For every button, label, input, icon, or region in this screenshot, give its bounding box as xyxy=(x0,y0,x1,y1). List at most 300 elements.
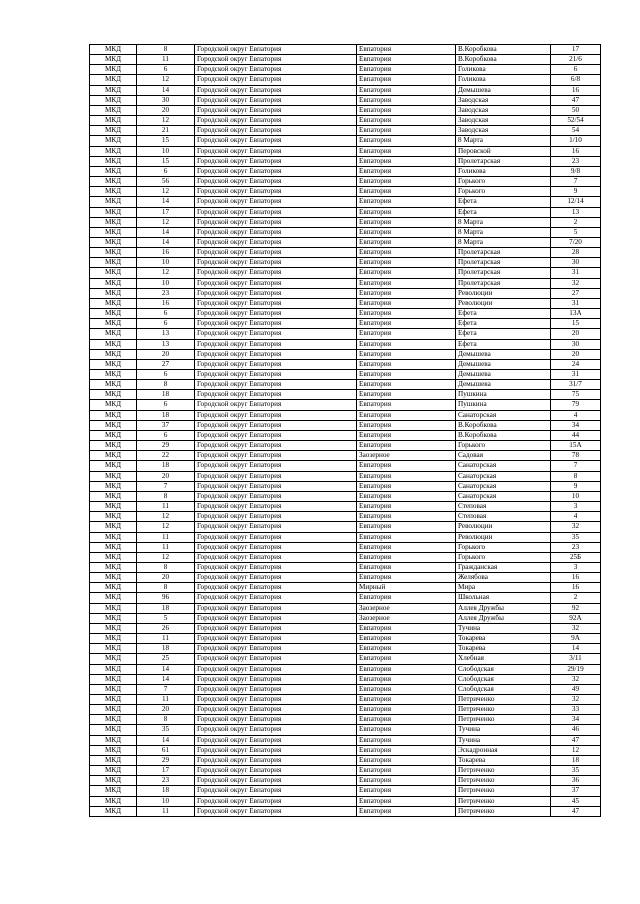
house-cell: 5 xyxy=(551,227,601,237)
number-cell: 11 xyxy=(137,695,195,705)
table-row xyxy=(90,75,601,85)
type-cell: МКД xyxy=(90,603,137,613)
number-cell: 12 xyxy=(137,187,195,197)
street-cell: Петриченко xyxy=(456,766,551,776)
district-cell: Городской округ Евпатория xyxy=(195,410,357,420)
number-cell: 11 xyxy=(137,806,195,816)
type-cell: МКД xyxy=(90,441,137,451)
locality-cell: Евпатория xyxy=(357,278,456,288)
locality-cell: Евпатория xyxy=(357,786,456,796)
district-cell: Городской округ Евпатория xyxy=(195,339,357,349)
locality-cell: Евпатория xyxy=(357,725,456,735)
street-cell: Школьная xyxy=(456,593,551,603)
locality-cell: Евпатория xyxy=(357,156,456,166)
locality-cell: Евпатория xyxy=(357,55,456,65)
house-cell: 6/8 xyxy=(551,75,601,85)
district-cell: Городской округ Евпатория xyxy=(195,532,357,542)
street-cell: Пушкина xyxy=(456,390,551,400)
house-cell: 47 xyxy=(551,95,601,105)
number-cell: 29 xyxy=(137,441,195,451)
street-cell: Гражданская xyxy=(456,562,551,572)
district-cell: Городской округ Евпатория xyxy=(195,166,357,176)
table-row xyxy=(90,380,601,390)
locality-cell: Евпатория xyxy=(357,288,456,298)
locality-cell: Евпатория xyxy=(357,806,456,816)
house-cell: 36 xyxy=(551,776,601,786)
type-cell: МКД xyxy=(90,217,137,227)
house-cell: 45 xyxy=(551,796,601,806)
house-cell: 54 xyxy=(551,126,601,136)
house-cell: 52/54 xyxy=(551,116,601,126)
house-cell: 75 xyxy=(551,390,601,400)
locality-cell: Евпатория xyxy=(357,339,456,349)
house-cell: 32 xyxy=(551,674,601,684)
district-cell: Городской округ Евпатория xyxy=(195,268,357,278)
house-cell: 1/10 xyxy=(551,136,601,146)
locality-cell: Евпатория xyxy=(357,623,456,633)
house-cell: 47 xyxy=(551,735,601,745)
locality-cell: Евпатория xyxy=(357,715,456,725)
district-cell: Городской округ Евпатория xyxy=(195,75,357,85)
street-cell: Революции xyxy=(456,298,551,308)
street-cell: Слободская xyxy=(456,674,551,684)
table-row xyxy=(90,471,601,481)
district-cell: Городской округ Евпатория xyxy=(195,146,357,156)
type-cell: МКД xyxy=(90,532,137,542)
house-cell: 16 xyxy=(551,583,601,593)
number-cell: 12 xyxy=(137,116,195,126)
street-cell: Ефета xyxy=(456,319,551,329)
number-cell: 29 xyxy=(137,755,195,765)
table-row xyxy=(90,461,601,471)
address-table xyxy=(89,44,601,817)
table-row xyxy=(90,309,601,319)
house-cell: 31/7 xyxy=(551,380,601,390)
street-cell: Революции xyxy=(456,532,551,542)
table-row xyxy=(90,197,601,207)
street-cell: Ефета xyxy=(456,329,551,339)
locality-cell: Евпатория xyxy=(357,512,456,522)
district-cell: Городской округ Евпатория xyxy=(195,766,357,776)
number-cell: 23 xyxy=(137,288,195,298)
street-cell: Токарева xyxy=(456,634,551,644)
house-cell: 32 xyxy=(551,522,601,532)
district-cell: Городской округ Евпатория xyxy=(195,55,357,65)
locality-cell: Заозерное xyxy=(357,613,456,623)
locality-cell: Евпатория xyxy=(357,207,456,217)
table-row xyxy=(90,177,601,187)
number-cell: 18 xyxy=(137,644,195,654)
type-cell: МКД xyxy=(90,481,137,491)
street-cell: Пролетарская xyxy=(456,258,551,268)
house-cell: 23 xyxy=(551,542,601,552)
number-cell: 14 xyxy=(137,237,195,247)
district-cell: Городской округ Евпатория xyxy=(195,359,357,369)
type-cell: МКД xyxy=(90,370,137,380)
district-cell: Городской округ Евпатория xyxy=(195,623,357,633)
street-cell: Степовая xyxy=(456,502,551,512)
table-row xyxy=(90,491,601,501)
locality-cell: Евпатория xyxy=(357,217,456,227)
district-cell: Городской округ Евпатория xyxy=(195,319,357,329)
type-cell: МКД xyxy=(90,562,137,572)
street-cell: Голикова xyxy=(456,75,551,85)
locality-cell: Евпатория xyxy=(357,502,456,512)
type-cell: МКД xyxy=(90,136,137,146)
locality-cell: Евпатория xyxy=(357,258,456,268)
house-cell: 9/8 xyxy=(551,166,601,176)
street-cell: Петриченко xyxy=(456,786,551,796)
table-row xyxy=(90,715,601,725)
street-cell: Пушкина xyxy=(456,400,551,410)
type-cell: МКД xyxy=(90,227,137,237)
type-cell: МКД xyxy=(90,400,137,410)
house-cell: 16 xyxy=(551,573,601,583)
locality-cell: Евпатория xyxy=(357,532,456,542)
number-cell: 12 xyxy=(137,522,195,532)
district-cell: Городской округ Евпатория xyxy=(195,745,357,755)
number-cell: 6 xyxy=(137,400,195,410)
number-cell: 10 xyxy=(137,146,195,156)
district-cell: Городской округ Евпатория xyxy=(195,634,357,644)
table-row xyxy=(90,745,601,755)
street-cell: Горького xyxy=(456,441,551,451)
house-cell: 79 xyxy=(551,400,601,410)
number-cell: 18 xyxy=(137,461,195,471)
type-cell: МКД xyxy=(90,654,137,664)
street-cell: Заводская xyxy=(456,95,551,105)
street-cell: Голикова xyxy=(456,166,551,176)
number-cell: 16 xyxy=(137,248,195,258)
number-cell: 8 xyxy=(137,715,195,725)
locality-cell: Заозерное xyxy=(357,451,456,461)
number-cell: 12 xyxy=(137,552,195,562)
table-row xyxy=(90,156,601,166)
district-cell: Городской округ Евпатория xyxy=(195,441,357,451)
table-row xyxy=(90,227,601,237)
street-cell: Петриченко xyxy=(456,715,551,725)
type-cell: МКД xyxy=(90,410,137,420)
number-cell: 30 xyxy=(137,95,195,105)
house-cell: 3 xyxy=(551,562,601,572)
type-cell: МКД xyxy=(90,745,137,755)
street-cell: Ефета xyxy=(456,309,551,319)
locality-cell: Евпатория xyxy=(357,85,456,95)
district-cell: Городской округ Евпатория xyxy=(195,237,357,247)
house-cell: 46 xyxy=(551,725,601,735)
district-cell: Городской округ Евпатория xyxy=(195,177,357,187)
number-cell: 14 xyxy=(137,227,195,237)
number-cell: 12 xyxy=(137,268,195,278)
district-cell: Городской округ Евпатория xyxy=(195,65,357,75)
house-cell: 78 xyxy=(551,451,601,461)
locality-cell: Евпатория xyxy=(357,95,456,105)
house-cell: 29/19 xyxy=(551,664,601,674)
table-row xyxy=(90,136,601,146)
street-cell: Петриченко xyxy=(456,796,551,806)
number-cell: 27 xyxy=(137,359,195,369)
type-cell: МКД xyxy=(90,349,137,359)
type-cell: МКД xyxy=(90,522,137,532)
locality-cell: Евпатория xyxy=(357,410,456,420)
number-cell: 10 xyxy=(137,258,195,268)
house-cell: 50 xyxy=(551,105,601,115)
house-cell: 31 xyxy=(551,298,601,308)
locality-cell: Заозерное xyxy=(357,603,456,613)
house-cell: 17 xyxy=(551,45,601,55)
type-cell: МКД xyxy=(90,684,137,694)
type-cell: МКД xyxy=(90,502,137,512)
number-cell: 26 xyxy=(137,623,195,633)
district-cell: Городской округ Евпатория xyxy=(195,796,357,806)
number-cell: 14 xyxy=(137,674,195,684)
house-cell: 44 xyxy=(551,430,601,440)
district-cell: Городской округ Евпатория xyxy=(195,552,357,562)
table-row xyxy=(90,339,601,349)
street-cell: Перовской xyxy=(456,146,551,156)
type-cell: МКД xyxy=(90,705,137,715)
type-cell: МКД xyxy=(90,309,137,319)
number-cell: 18 xyxy=(137,390,195,400)
table-row xyxy=(90,796,601,806)
district-cell: Городской округ Евпатория xyxy=(195,806,357,816)
table-row xyxy=(90,400,601,410)
table-row xyxy=(90,573,601,583)
district-cell: Городской округ Евпатория xyxy=(195,451,357,461)
street-cell: Тучина xyxy=(456,735,551,745)
district-cell: Городской округ Евпатория xyxy=(195,116,357,126)
table-row xyxy=(90,502,601,512)
number-cell: 18 xyxy=(137,786,195,796)
street-cell: Ефета xyxy=(456,197,551,207)
street-cell: Демышева xyxy=(456,359,551,369)
number-cell: 17 xyxy=(137,207,195,217)
table-row xyxy=(90,613,601,623)
number-cell: 20 xyxy=(137,471,195,481)
number-cell: 10 xyxy=(137,278,195,288)
district-cell: Городской округ Евпатория xyxy=(195,187,357,197)
street-cell: Тучина xyxy=(456,725,551,735)
street-cell: Слободская xyxy=(456,684,551,694)
table-row xyxy=(90,248,601,258)
district-cell: Городской округ Евпатория xyxy=(195,471,357,481)
locality-cell: Евпатория xyxy=(357,126,456,136)
locality-cell: Евпатория xyxy=(357,248,456,258)
street-cell: Петриченко xyxy=(456,705,551,715)
street-cell: Горького xyxy=(456,542,551,552)
table-row xyxy=(90,755,601,765)
street-cell: Токарева xyxy=(456,644,551,654)
number-cell: 20 xyxy=(137,349,195,359)
street-cell: Тучина xyxy=(456,623,551,633)
street-cell: Петриченко xyxy=(456,806,551,816)
locality-cell: Евпатория xyxy=(357,309,456,319)
number-cell: 56 xyxy=(137,177,195,187)
street-cell: Заводская xyxy=(456,116,551,126)
locality-cell: Евпатория xyxy=(357,116,456,126)
district-cell: Городской округ Евпатория xyxy=(195,674,357,684)
street-cell: Степовая xyxy=(456,512,551,522)
district-cell: Городской округ Евпатория xyxy=(195,197,357,207)
district-cell: Городской округ Евпатория xyxy=(195,502,357,512)
locality-cell: Евпатория xyxy=(357,227,456,237)
type-cell: МКД xyxy=(90,573,137,583)
house-cell: 35 xyxy=(551,766,601,776)
number-cell: 6 xyxy=(137,166,195,176)
street-cell: Хлебная xyxy=(456,654,551,664)
house-cell: 2 xyxy=(551,593,601,603)
district-cell: Городской округ Евпатория xyxy=(195,522,357,532)
locality-cell: Евпатория xyxy=(357,166,456,176)
table-row xyxy=(90,806,601,816)
type-cell: МКД xyxy=(90,187,137,197)
number-cell: 14 xyxy=(137,197,195,207)
type-cell: МКД xyxy=(90,725,137,735)
street-cell: Ефета xyxy=(456,339,551,349)
table-row xyxy=(90,329,601,339)
house-cell: 9А xyxy=(551,634,601,644)
locality-cell: Евпатория xyxy=(357,562,456,572)
type-cell: МКД xyxy=(90,95,137,105)
type-cell: МКД xyxy=(90,461,137,471)
type-cell: МКД xyxy=(90,298,137,308)
number-cell: 18 xyxy=(137,603,195,613)
locality-cell: Евпатория xyxy=(357,65,456,75)
number-cell: 21 xyxy=(137,126,195,136)
district-cell: Городской округ Евпатория xyxy=(195,207,357,217)
number-cell: 10 xyxy=(137,796,195,806)
locality-cell: Евпатория xyxy=(357,634,456,644)
locality-cell: Евпатория xyxy=(357,380,456,390)
table-row xyxy=(90,430,601,440)
street-cell: 8 Марта xyxy=(456,136,551,146)
number-cell: 8 xyxy=(137,45,195,55)
number-cell: 8 xyxy=(137,583,195,593)
number-cell: 12 xyxy=(137,75,195,85)
locality-cell: Евпатория xyxy=(357,491,456,501)
table-row xyxy=(90,552,601,562)
type-cell: МКД xyxy=(90,491,137,501)
locality-cell: Евпатория xyxy=(357,695,456,705)
table-row xyxy=(90,420,601,430)
table-row xyxy=(90,359,601,369)
locality-cell: Евпатория xyxy=(357,400,456,410)
locality-cell: Евпатория xyxy=(357,522,456,532)
table-row xyxy=(90,542,601,552)
district-cell: Городской округ Евпатория xyxy=(195,430,357,440)
house-cell: 31 xyxy=(551,268,601,278)
locality-cell: Евпатория xyxy=(357,298,456,308)
street-cell: Аллея Дружбы xyxy=(456,613,551,623)
district-cell: Городской округ Евпатория xyxy=(195,136,357,146)
table-row xyxy=(90,217,601,227)
district-cell: Городской округ Евпатория xyxy=(195,156,357,166)
type-cell: МКД xyxy=(90,512,137,522)
street-cell: В.Коробкова xyxy=(456,420,551,430)
type-cell: МКД xyxy=(90,390,137,400)
number-cell: 14 xyxy=(137,85,195,95)
house-cell: 16 xyxy=(551,85,601,95)
street-cell: Аллея Дружбы xyxy=(456,603,551,613)
locality-cell: Евпатория xyxy=(357,319,456,329)
district-cell: Городской округ Евпатория xyxy=(195,755,357,765)
locality-cell: Евпатория xyxy=(357,268,456,278)
number-cell: 6 xyxy=(137,309,195,319)
table-row xyxy=(90,237,601,247)
address-table-body xyxy=(90,45,601,817)
district-cell: Городской округ Евпатория xyxy=(195,776,357,786)
type-cell: МКД xyxy=(90,166,137,176)
number-cell: 8 xyxy=(137,491,195,501)
number-cell: 22 xyxy=(137,451,195,461)
table-row xyxy=(90,126,601,136)
table-row xyxy=(90,55,601,65)
district-cell: Городской округ Евпатория xyxy=(195,562,357,572)
locality-cell: Евпатория xyxy=(357,370,456,380)
street-cell: Демышева xyxy=(456,380,551,390)
locality-cell: Евпатория xyxy=(357,593,456,603)
house-cell: 47 xyxy=(551,806,601,816)
district-cell: Городской округ Евпатория xyxy=(195,481,357,491)
type-cell: МКД xyxy=(90,359,137,369)
street-cell: 8 Марта xyxy=(456,217,551,227)
house-cell: 14 xyxy=(551,644,601,654)
district-cell: Городской округ Евпатория xyxy=(195,654,357,664)
locality-cell: Евпатория xyxy=(357,136,456,146)
number-cell: 16 xyxy=(137,298,195,308)
type-cell: МКД xyxy=(90,197,137,207)
table-row xyxy=(90,644,601,654)
district-cell: Городской округ Евпатория xyxy=(195,390,357,400)
district-cell: Городской округ Евпатория xyxy=(195,95,357,105)
number-cell: 11 xyxy=(137,532,195,542)
street-cell: В.Коробкова xyxy=(456,45,551,55)
number-cell: 13 xyxy=(137,329,195,339)
type-cell: МКД xyxy=(90,735,137,745)
type-cell: МКД xyxy=(90,766,137,776)
house-cell: 3/11 xyxy=(551,654,601,664)
house-cell: 32 xyxy=(551,695,601,705)
street-cell: Пролетарская xyxy=(456,278,551,288)
district-cell: Городской округ Евпатория xyxy=(195,684,357,694)
house-cell: 15 xyxy=(551,319,601,329)
type-cell: МКД xyxy=(90,715,137,725)
street-cell: Санаторская xyxy=(456,471,551,481)
table-row xyxy=(90,684,601,694)
district-cell: Городской округ Евпатория xyxy=(195,298,357,308)
number-cell: 6 xyxy=(137,319,195,329)
house-cell: 10 xyxy=(551,491,601,501)
type-cell: МКД xyxy=(90,451,137,461)
district-cell: Городской округ Евпатория xyxy=(195,370,357,380)
locality-cell: Евпатория xyxy=(357,684,456,694)
type-cell: МКД xyxy=(90,116,137,126)
district-cell: Городской округ Евпатория xyxy=(195,583,357,593)
street-cell: Горького xyxy=(456,552,551,562)
street-cell: Демышева xyxy=(456,370,551,380)
street-cell: Петриченко xyxy=(456,776,551,786)
table-row xyxy=(90,298,601,308)
number-cell: 35 xyxy=(137,725,195,735)
house-cell: 15А xyxy=(551,441,601,451)
type-cell: МКД xyxy=(90,258,137,268)
type-cell: МКД xyxy=(90,664,137,674)
type-cell: МКД xyxy=(90,65,137,75)
locality-cell: Евпатория xyxy=(357,420,456,430)
table-row xyxy=(90,146,601,156)
district-cell: Городской округ Евпатория xyxy=(195,329,357,339)
type-cell: МКД xyxy=(90,755,137,765)
